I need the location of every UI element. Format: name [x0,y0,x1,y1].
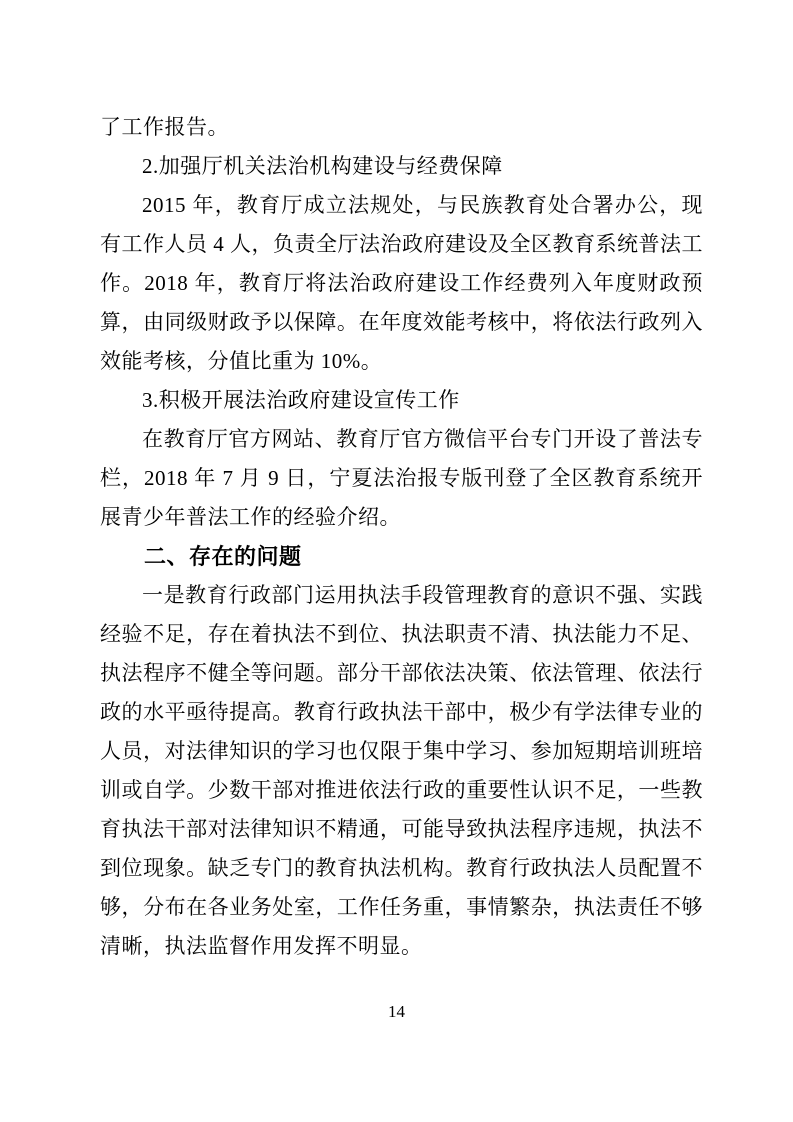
paragraph-line: 清晰，执法监督作用发挥不明显。 [100,934,423,958]
paragraph-line: 够，分布在各业务处室，工作任务重，事情繁杂，执法责任不够 [100,895,703,919]
paragraph-line: 有工作人员 4 人，负责全厅法治政府建设及全区教育系统普法工 [100,232,703,256]
paragraph-line: 育执法干部对法律知识不精通，可能导致执法程序违规，执法不 [100,817,703,841]
document-body [100,108,703,966]
paragraph-line: 政的水平亟待提高。教育行政执法干部中，极少有学法律专业的 [100,700,703,724]
paragraph-line: 到位现象。缺乏专门的教育执法机构。教育行政执法人员配置不 [100,856,703,880]
paragraph-line: 在教育厅官方网站、教育厅官方微信平台专门开设了普法专 [142,427,703,451]
paragraph-line: 了工作报告。 [100,115,229,139]
paragraph-line: 栏，2018 年 7 月 9 日，宁夏法治报专版刊登了全区教育系统开 [100,466,703,490]
paragraph-line: 经验不足，存在着执法不到位、执法职责不清、执法能力不足、 [100,622,703,646]
subsection-heading-3: 3.积极开展法治政府建设宣传工作 [142,388,460,412]
paragraph-line: 人员，对法律知识的学习也仅限于集中学习、参加短期培训班培 [100,739,703,763]
paragraph-line: 训或自学。少数干部对推进依法行政的重要性认识不足，一些教 [100,778,703,802]
paragraph-line: 算，由同级财政予以保障。在年度效能考核中，将依法行政列入 [100,310,703,334]
paragraph-line: 展青少年普法工作的经验介绍。 [100,505,401,529]
paragraph-line: 2015 年，教育厅成立法规处，与民族教育处合署办公，现 [142,193,703,217]
section-heading-2: 二、存在的问题 [144,544,302,569]
paragraph-line: 效能考核，分值比重为 10%。 [100,349,383,373]
subsection-heading-2: 2.加强厅机关法治机构建设与经费保障 [142,154,503,178]
page-number: 14 [388,1002,405,1021]
paragraph-line: 一是教育行政部门运用执法手段管理教育的意识不强、实践 [142,583,703,607]
paragraph-line: 执法程序不健全等问题。部分干部依法决策、依法管理、依法行 [100,661,703,685]
paragraph-line: 作。2018 年，教育厅将法治政府建设工作经费列入年度财政预 [100,271,703,295]
